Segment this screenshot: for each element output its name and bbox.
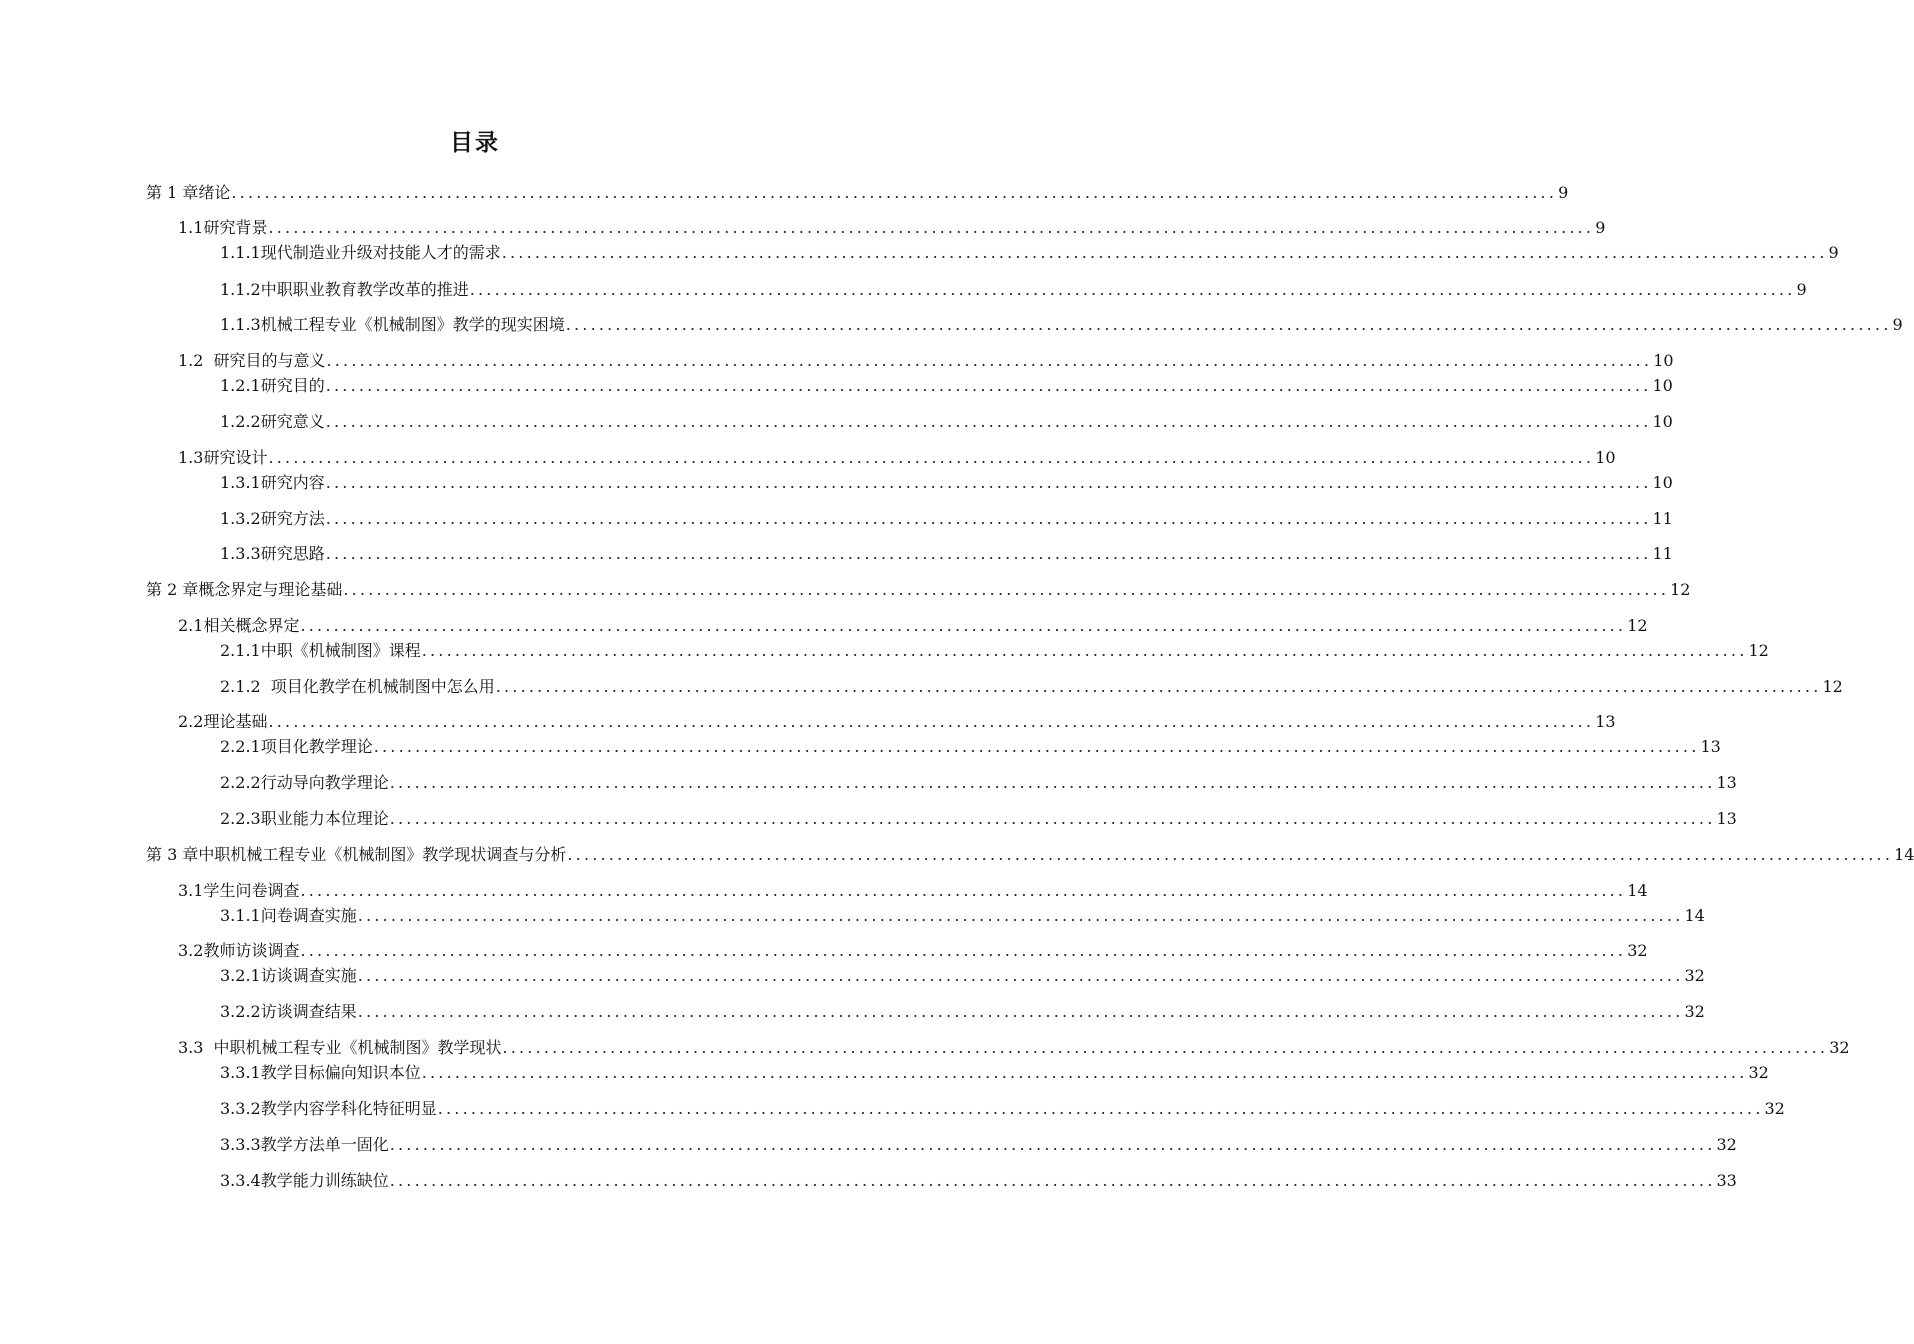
toc-entry-number: 3.1 xyxy=(178,881,204,900)
toc-entry[interactable] xyxy=(178,614,1648,638)
toc-entry[interactable] xyxy=(220,471,1673,495)
toc-leader-dots: ................................................................................................................................................................ xyxy=(357,1002,1684,1021)
toc-entry-page: 9 xyxy=(1558,183,1569,202)
toc-entry-label: 研究方法 xyxy=(260,509,325,528)
toc-entry-label: 教师访谈调查 xyxy=(203,941,300,960)
toc-entry[interactable] xyxy=(220,1169,1737,1193)
toc-entry-page: 9 xyxy=(1595,218,1606,237)
toc-entry-number: 3.2.1 xyxy=(220,966,261,985)
toc-entry[interactable] xyxy=(146,578,1691,602)
toc-leader-dots: ................................................................................................................................................................ xyxy=(268,712,1595,731)
toc-entry-page: 14 xyxy=(1894,845,1914,864)
toc-entry[interactable] xyxy=(220,735,1721,759)
toc-leader-dots: ................................................................................................................................................................ xyxy=(326,351,1653,370)
toc-entry-label: 项目化教学在机械制图中怎么用 xyxy=(270,677,495,696)
toc-leader-dots: ................................................................................................................................................................ xyxy=(567,845,1894,864)
toc-entry-page: 13 xyxy=(1700,737,1721,756)
toc-entry-label: 研究意义 xyxy=(260,412,325,431)
toc-leader-dots: ................................................................................................................................................................ xyxy=(357,966,1684,985)
toc-leader-dots: ................................................................................................................................................................ xyxy=(357,906,1684,925)
toc-entry[interactable] xyxy=(220,771,1737,795)
toc-entry-label: 项目化教学理论 xyxy=(260,737,373,756)
toc-entry-number: 3.2.2 xyxy=(220,1002,261,1021)
toc-entry[interactable] xyxy=(220,904,1705,928)
toc-leader-dots: ................................................................................................................................................................ xyxy=(268,218,1595,237)
toc-entry[interactable] xyxy=(220,507,1673,531)
toc-leader-dots: ................................................................................................................................................................ xyxy=(325,412,1652,431)
toc-leader-dots: ................................................................................................................................................................ xyxy=(469,280,1796,299)
toc-entry-label: 教学方法单一固化 xyxy=(260,1135,389,1154)
toc-entry-number: 3.3 xyxy=(178,1038,204,1057)
toc-entry-label: 访谈调查结果 xyxy=(260,1002,357,1021)
toc-entry-page: 9 xyxy=(1828,243,1839,262)
toc-entry-number: 2.2.2 xyxy=(220,773,261,792)
toc-entry[interactable] xyxy=(220,1061,1769,1085)
toc-entry-label: 研究目的 xyxy=(260,376,325,395)
toc-entry-number: 1.1.1 xyxy=(220,243,261,262)
toc-entry-page: 11 xyxy=(1652,544,1673,563)
toc-entry-number: 1.3.2 xyxy=(220,509,261,528)
toc-entry[interactable] xyxy=(220,241,1839,265)
toc-entry-label: 学生问卷调查 xyxy=(203,881,300,900)
toc-entry-number: 2.2.1 xyxy=(220,737,261,756)
toc-entry[interactable] xyxy=(146,843,1914,867)
toc-entry-number: 2.2.3 xyxy=(220,809,261,828)
toc-leader-dots: ................................................................................................................................................................ xyxy=(389,1135,1716,1154)
toc-entry-label: 理论基础 xyxy=(203,712,268,731)
toc-entry[interactable] xyxy=(178,710,1616,734)
toc-leader-dots: ................................................................................................................................................................ xyxy=(325,544,1652,563)
toc-leader-dots: ................................................................................................................................................................ xyxy=(343,580,1670,599)
toc-entry-page: 10 xyxy=(1652,376,1673,395)
toc-entry-number: 3.3.3 xyxy=(220,1135,261,1154)
toc-entry-number: 3.3.4 xyxy=(220,1171,261,1190)
toc-entry[interactable] xyxy=(220,1133,1737,1157)
toc-entry-label: 中职机械工程专业《机械制图》教学现状 xyxy=(213,1038,502,1057)
toc-entry-page: 32 xyxy=(1627,941,1648,960)
toc-entry-page: 10 xyxy=(1652,412,1673,431)
toc-entry-number: 1.3.1 xyxy=(220,473,261,492)
toc-entry-page: 32 xyxy=(1684,966,1705,985)
toc-entry-number: 1.3 xyxy=(178,448,204,467)
toc-entry-number: 第 1 章 xyxy=(146,183,199,202)
toc-entry-label: 绪论 xyxy=(198,183,231,202)
toc-entry[interactable] xyxy=(220,1000,1705,1024)
toc-leader-dots: ................................................................................................................................................................ xyxy=(565,315,1892,334)
toc-entry[interactable] xyxy=(220,1097,1785,1121)
toc-leader-dots: ................................................................................................................................................................ xyxy=(268,448,1595,467)
toc-entry-page: 13 xyxy=(1595,712,1616,731)
toc-entry-label: 研究思路 xyxy=(260,544,325,563)
toc-entry-label: 现代制造业升级对技能人才的需求 xyxy=(260,243,501,262)
toc-entry-page: 33 xyxy=(1716,1171,1737,1190)
toc-entry-label: 访谈调查实施 xyxy=(260,966,357,985)
toc-entry-number: 1.1.3 xyxy=(220,315,261,334)
toc-entry-label: 中职机械工程专业《机械制图》教学现状调查与分析 xyxy=(198,845,567,864)
toc-entry[interactable] xyxy=(146,181,1569,205)
toc-entry-page: 10 xyxy=(1653,351,1674,370)
toc-entry-label: 机械工程专业《机械制图》教学的现实困境 xyxy=(260,315,565,334)
toc-entry-label: 教学内容学科化特征明显 xyxy=(260,1099,437,1118)
toc-entry-label: 中职《机械制图》课程 xyxy=(260,641,421,660)
toc-leader-dots: ................................................................................................................................................................ xyxy=(373,737,1700,756)
toc-entry-page: 32 xyxy=(1716,1135,1737,1154)
toc-leader-dots: ................................................................................................................................................................ xyxy=(325,509,1652,528)
toc-entry[interactable] xyxy=(178,1036,1850,1060)
page-title: 目录 xyxy=(450,130,500,156)
toc-leader-dots: ................................................................................................................................................................ xyxy=(300,941,1627,960)
toc-entry[interactable] xyxy=(178,349,1674,373)
toc-entry-number: 1.2.1 xyxy=(220,376,261,395)
toc-entry-page: 13 xyxy=(1716,809,1737,828)
toc-leader-dots: ................................................................................................................................................................ xyxy=(300,881,1627,900)
toc-entry-number: 第 3 章 xyxy=(146,845,199,864)
toc-leader-dots: ................................................................................................................................................................ xyxy=(231,183,1558,202)
toc-entry-page: 11 xyxy=(1652,509,1673,528)
toc-entry[interactable] xyxy=(220,278,1807,302)
toc-leader-dots: ................................................................................................................................................................ xyxy=(389,809,1716,828)
toc-entry-number: 1.2 xyxy=(178,351,204,370)
toc-entry[interactable] xyxy=(220,807,1737,831)
toc-entry-label: 研究背景 xyxy=(203,218,268,237)
toc-entry-label: 职业能力本位理论 xyxy=(260,809,389,828)
toc-entry-label: 研究设计 xyxy=(203,448,268,467)
toc-entry[interactable] xyxy=(220,313,1903,337)
toc-entry-number: 2.1 xyxy=(178,616,204,635)
toc-leader-dots: ................................................................................................................................................................ xyxy=(325,376,1652,395)
toc-entry-label: 教学能力训练缺位 xyxy=(260,1171,389,1190)
toc-leader-dots: ................................................................................................................................................................ xyxy=(389,1171,1716,1190)
toc-leader-dots: ................................................................................................................................................................ xyxy=(502,1038,1829,1057)
toc-entry-number: 3.1.1 xyxy=(220,906,261,925)
toc-entry-label: 行动导向教学理论 xyxy=(260,773,389,792)
toc-entry-number: 1.1 xyxy=(178,218,204,237)
toc-entry-number: 2.1.2 xyxy=(220,677,261,696)
toc-entry[interactable] xyxy=(220,410,1673,434)
toc-entry-page: 13 xyxy=(1716,773,1737,792)
toc-entry-page: 9 xyxy=(1796,280,1807,299)
toc-entry[interactable] xyxy=(220,374,1673,398)
toc-entry-page: 32 xyxy=(1748,1063,1769,1082)
toc-entry[interactable] xyxy=(220,964,1705,988)
toc-leader-dots: ................................................................................................................................................................ xyxy=(325,473,1652,492)
toc-entry-page: 9 xyxy=(1892,315,1903,334)
toc-leader-dots: ................................................................................................................................................................ xyxy=(501,243,1828,262)
toc-entry-page: 14 xyxy=(1627,881,1648,900)
toc-entry-page: 10 xyxy=(1652,473,1673,492)
toc-entry-label: 中职职业教育教学改革的推进 xyxy=(260,280,469,299)
toc-leader-dots: ................................................................................................................................................................ xyxy=(421,1063,1748,1082)
toc-entry-number: 1.2.2 xyxy=(220,412,261,431)
toc-entry[interactable] xyxy=(178,216,1606,240)
toc-entry[interactable] xyxy=(178,939,1648,963)
toc-entry-label: 教学目标偏向知识本位 xyxy=(260,1063,421,1082)
toc-entry-page: 12 xyxy=(1627,616,1648,635)
toc-entry[interactable] xyxy=(220,639,1769,663)
toc-entry-page: 32 xyxy=(1829,1038,1850,1057)
toc-entry-number: 2.1.1 xyxy=(220,641,261,660)
toc-entry[interactable] xyxy=(178,446,1616,470)
toc-leader-dots: ................................................................................................................................................................ xyxy=(437,1099,1764,1118)
toc-entry-page: 10 xyxy=(1595,448,1616,467)
toc-entry-number: 3.3.1 xyxy=(220,1063,261,1082)
toc-entry-label: 相关概念界定 xyxy=(203,616,300,635)
toc-leader-dots: ................................................................................................................................................................ xyxy=(300,616,1627,635)
toc-entry-page: 12 xyxy=(1822,677,1843,696)
toc-entry-number: 1.1.2 xyxy=(220,280,261,299)
toc-entry-page: 32 xyxy=(1764,1099,1785,1118)
toc-entry[interactable] xyxy=(220,542,1673,566)
toc-entry-number: 3.2 xyxy=(178,941,204,960)
toc-entry[interactable] xyxy=(220,675,1843,699)
toc-entry-page: 12 xyxy=(1670,580,1691,599)
toc-entry-number: 第 2 章 xyxy=(146,580,199,599)
toc-entry-page: 14 xyxy=(1684,906,1705,925)
toc-leader-dots: ................................................................................................................................................................ xyxy=(389,773,1716,792)
toc-entry-number: 2.2 xyxy=(178,712,204,731)
toc-entry-number: 1.3.3 xyxy=(220,544,261,563)
toc-leader-dots: ................................................................................................................................................................ xyxy=(421,641,1748,660)
toc-entry-label: 概念界定与理论基础 xyxy=(198,580,343,599)
toc-entry-label: 问卷调查实施 xyxy=(260,906,357,925)
toc-entry-label: 研究内容 xyxy=(260,473,325,492)
toc-entry-number: 3.3.2 xyxy=(220,1099,261,1118)
toc-entry-label: 研究目的与意义 xyxy=(213,351,326,370)
toc-entry[interactable] xyxy=(178,879,1648,903)
toc-entry-page: 12 xyxy=(1748,641,1769,660)
toc-leader-dots: ................................................................................................................................................................ xyxy=(495,677,1822,696)
toc-entry-page: 32 xyxy=(1684,1002,1705,1021)
